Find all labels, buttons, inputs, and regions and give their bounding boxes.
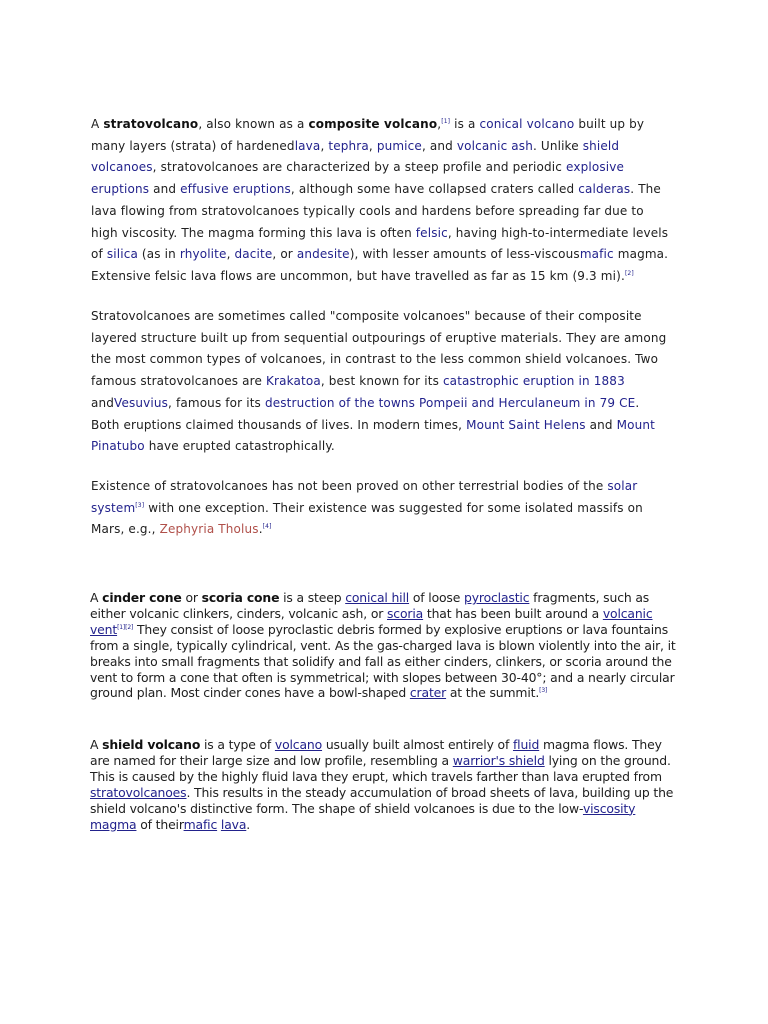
text: that has been built around a	[423, 605, 603, 621]
text: Stratovolcanoes are sometimes called "composite volcanoes" because of their composite layered structure built up from sequential outpourings of eruptive materials. They are among the most common types of volcanoes, in contrast to the less common shield volcanoes. Two famous stratovolcanoes are	[91, 309, 667, 389]
link-explosive-eruptions[interactable]: explosive eruptions	[91, 160, 624, 197]
text: is a	[450, 117, 480, 131]
text: ,	[437, 117, 442, 131]
term-composite-volcano: composite volcano	[308, 117, 438, 131]
link-vesuvius[interactable]: Vesuvius	[114, 395, 169, 410]
link-felsic[interactable]: felsic	[415, 225, 448, 240]
text: usually built almost entirely of	[322, 737, 513, 752]
link-stratovolcanoes[interactable]: stratovolcanoes	[90, 784, 187, 800]
link-catastrophic-eruption-1883[interactable]: catastrophic eruption in 1883	[442, 374, 625, 389]
citation-link[interactable]: [3]	[135, 501, 145, 509]
link-conical-hill[interactable]: conical hill	[345, 590, 410, 605]
text: , or	[272, 247, 297, 262]
link-conical-volcano[interactable]: conical volcano	[479, 117, 575, 131]
text: ,	[226, 247, 235, 262]
text: A	[90, 590, 103, 605]
text: , although some have collapsed craters called	[290, 182, 579, 197]
link-lava[interactable]: lava	[220, 816, 247, 832]
text: . Unlike	[532, 138, 583, 153]
text: have erupted catastrophically.	[144, 439, 335, 454]
link-pompeii-herculaneum[interactable]: destruction of the towns Pompeii and Herculaneum in 79 CE	[264, 395, 636, 410]
citation-link[interactable]: [1][2]	[117, 623, 134, 631]
link-mafic[interactable]: mafic	[579, 247, 614, 262]
text: They consist of loose pyroclastic debris formed by explosive eruptions or lava fountains from a single, typically cylindrical, vent. As the gas-charged lava is blown violently into the air, it breaks into small fragments that solidify and fall as either cinders, clinkers, or scoria around the vent to form a cone that often is symmetrical; with slopes between 30-40°; and a nearly circular ground plan. Most cinder cones have a bowl-shaped	[90, 621, 676, 701]
link-scoria[interactable]: scoria	[387, 605, 424, 621]
link-volcanic-vent[interactable]: volcanic vent	[90, 605, 653, 637]
link-lava[interactable]: lava	[294, 138, 321, 153]
text: ), with lesser amounts of less-viscous	[349, 247, 580, 262]
cinder-cone-paragraph	[90, 590, 680, 701]
text: , and	[421, 138, 457, 153]
link-zephyria-tholus[interactable]: Zephyria Tholus	[159, 522, 259, 537]
text: (as in	[137, 247, 180, 262]
link-warriors-shield[interactable]: warrior's shield	[452, 752, 545, 768]
text: A	[90, 737, 103, 752]
citation-link[interactable]: [2]	[624, 269, 634, 277]
link-rhyolite[interactable]: rhyolite	[179, 247, 227, 262]
term-stratovolcano: stratovolcano	[103, 117, 199, 131]
link-mount-saint-helens[interactable]: Mount Saint Helens	[466, 417, 586, 432]
link-silica[interactable]: silica	[106, 247, 138, 262]
term-scoria-cone: scoria cone	[201, 590, 280, 605]
text: magma flows. They are named for their large size and low profile, resembling a	[90, 737, 662, 768]
link-andesite[interactable]: andesite	[296, 247, 350, 262]
text: ,	[368, 138, 377, 153]
text: , stratovolcanoes are characterized by a steep profile and periodic	[152, 160, 566, 175]
link-shield-volcanoes[interactable]: shield volcanoes	[91, 138, 620, 175]
link-fluid[interactable]: fluid	[512, 737, 540, 752]
text: and	[585, 417, 617, 432]
text: is a steep	[279, 590, 346, 605]
text: is a type of	[200, 737, 275, 752]
link-volcanic-ash[interactable]: volcanic ash	[456, 138, 533, 153]
citation-link[interactable]: [4]	[262, 523, 272, 531]
link-mafic[interactable]: mafic	[183, 816, 218, 832]
text: Existence of stratovolcanoes has not been proved on other terrestrial bodies of the	[91, 479, 608, 493]
text: ,	[320, 138, 329, 153]
link-dacite[interactable]: dacite	[234, 247, 273, 262]
link-mount-pinatubo[interactable]: Mount Pinatubo	[91, 417, 655, 454]
link-calderas[interactable]: calderas	[578, 182, 631, 197]
text: , also known as a	[198, 117, 309, 131]
text: .	[246, 816, 251, 832]
text: . The lava flowing from stratovolcanoes typically cools and hardens before spreading far due to high viscosity. The magma forming this lava is often	[91, 182, 661, 240]
text: built up by many layers (strata) of hardened	[91, 117, 645, 153]
citation-link[interactable]: [3]	[539, 687, 548, 695]
shield-volcano-paragraph	[90, 737, 680, 832]
text: and	[91, 395, 115, 410]
composite-volcanoes-paragraph	[91, 306, 669, 458]
link-pyroclastic[interactable]: pyroclastic	[464, 590, 530, 605]
text: . This results in the steady accumulation of broad sheets of lava, building up the shield volcano's distinctive form. The shape of shield volcanoes is due to the low-	[90, 784, 674, 816]
other-bodies-paragraph	[91, 476, 669, 541]
text: and	[149, 182, 181, 197]
link-krakatoa[interactable]: Krakatoa	[265, 374, 321, 389]
link-tephra[interactable]: tephra	[328, 138, 369, 153]
text: .	[258, 522, 263, 537]
text: at the summit.	[446, 685, 540, 701]
text: or	[181, 590, 202, 605]
term-cinder-cone: cinder cone	[102, 590, 182, 605]
link-volcano[interactable]: volcano	[274, 737, 323, 752]
text: lying on the ground. This is caused by the highly fluid lava they erupt, which travels farther than lava erupted from	[90, 752, 671, 784]
text: of their	[136, 816, 184, 832]
text: , having high-to-intermediate levels of	[91, 225, 669, 262]
term-shield-volcano: shield volcano	[102, 737, 201, 752]
text: magma. Extensive felsic lava flows are uncommon, but have travelled as far as 15 km (9.3 mi).	[91, 247, 669, 283]
text: A	[91, 117, 104, 131]
link-magma[interactable]: magma	[90, 816, 137, 832]
text: . Both eruptions claimed thousands of lives. In modern times,	[91, 395, 640, 432]
link-solar-system[interactable]: solar system	[91, 479, 638, 515]
link-viscosity[interactable]: viscosity	[582, 800, 636, 816]
text: with one exception. Their existence was suggested for some isolated massifs on Mars, e.g.,	[91, 500, 643, 537]
link-pumice[interactable]: pumice	[376, 138, 422, 153]
link-crater[interactable]: crater	[409, 685, 447, 701]
link-effusive-eruptions[interactable]: effusive eruptions	[180, 182, 291, 197]
text: , best known for its	[320, 374, 443, 389]
text: fragments, such as either volcanic clinkers, cinders, volcanic ash, or	[90, 590, 650, 621]
text: , famous for its	[168, 395, 265, 410]
stratovolcano-paragraph	[91, 114, 669, 288]
text: of loose	[409, 590, 465, 605]
citation-link[interactable]: [1]	[441, 118, 451, 125]
